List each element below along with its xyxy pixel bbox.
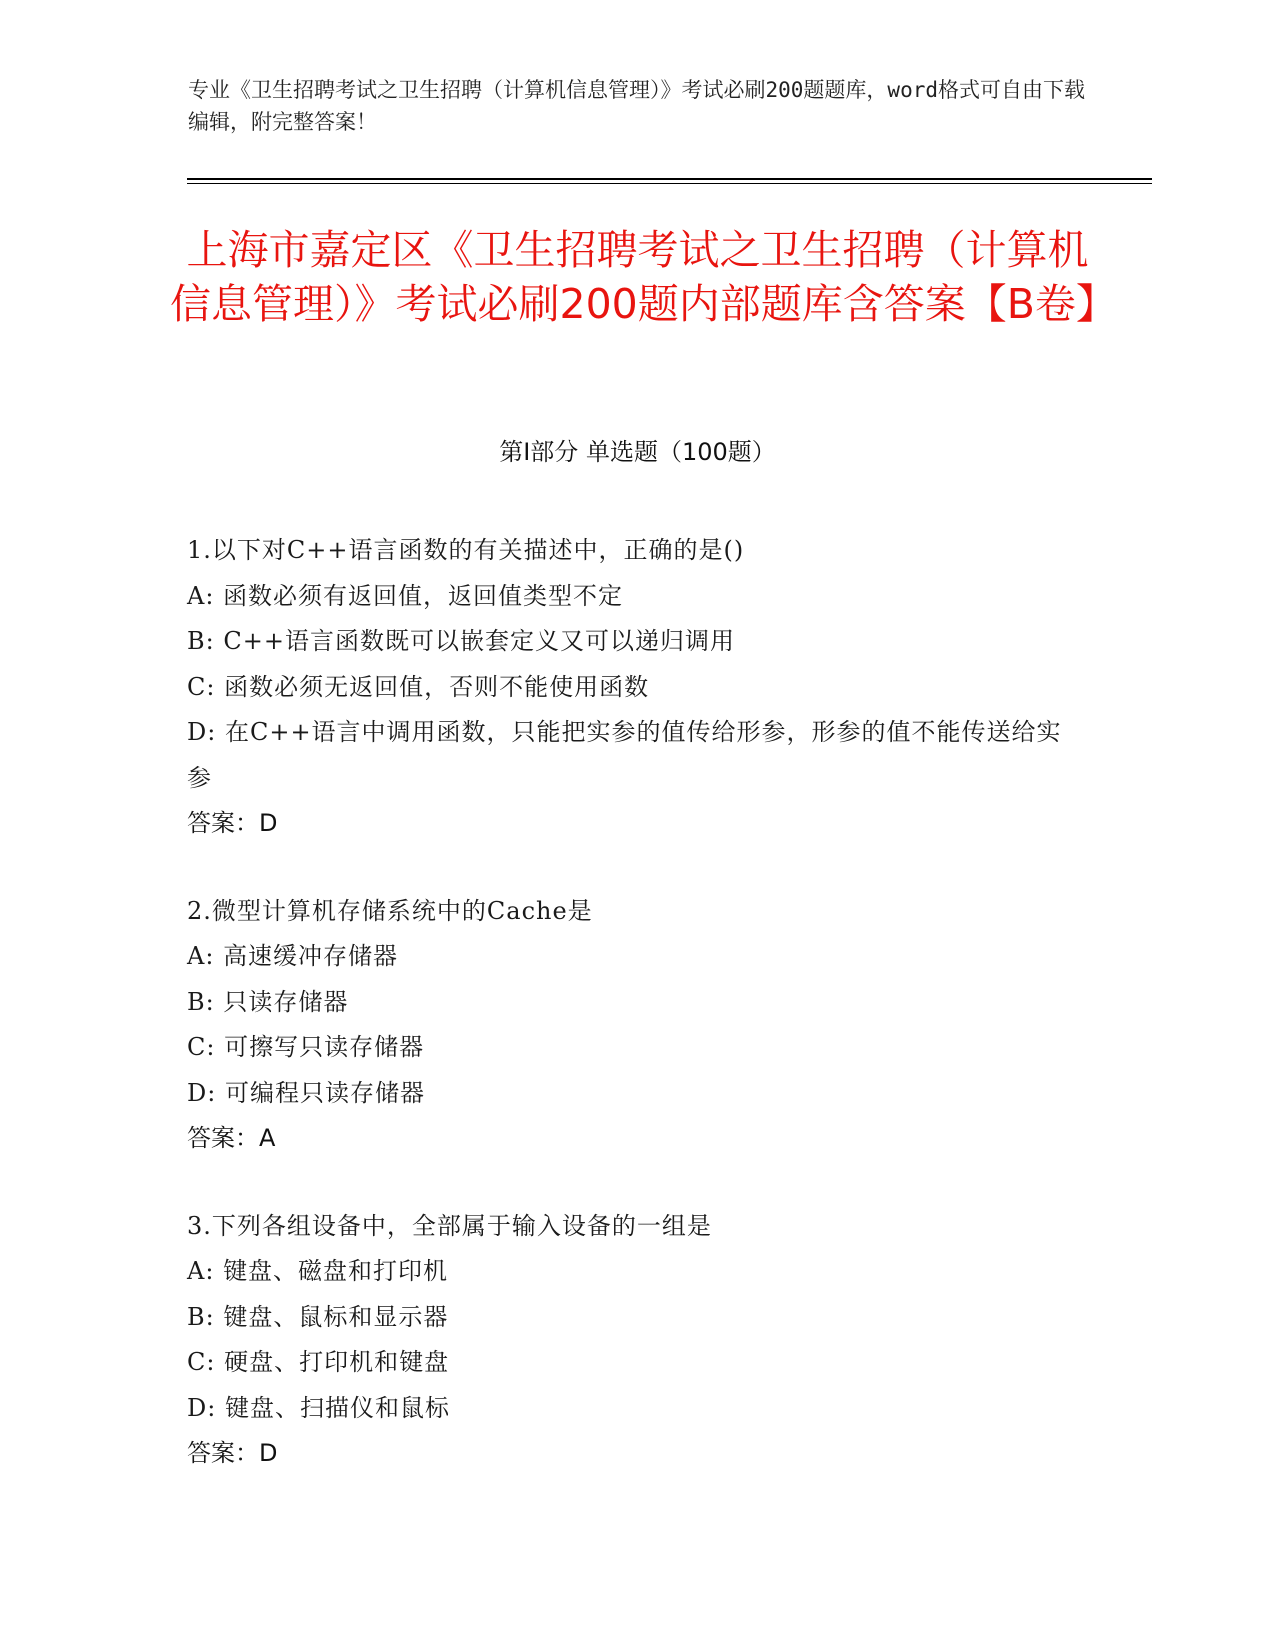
option-text: 可擦写只读存储器 — [224, 1033, 425, 1061]
answer-line: 答案：D — [187, 1439, 278, 1467]
option-text: 键盘、磁盘和打印机 — [223, 1257, 449, 1285]
option-key: B: — [187, 627, 215, 655]
option-key: A: — [187, 581, 215, 610]
option-a — [187, 1249, 1067, 1295]
question-block — [187, 528, 1067, 847]
option-key: D: — [187, 1078, 217, 1107]
question-stem: 1.以下对C++语言函数的有关描述中，正确的是() — [187, 536, 745, 564]
option-key: C: — [187, 1348, 216, 1376]
option-c — [187, 1340, 1067, 1386]
question-stem: 2.微型计算机存储系统中的Cache是 — [187, 896, 593, 925]
option-text: C++语言函数既可以嵌套定义又可以递归调用 — [223, 627, 735, 655]
question-block — [187, 1204, 1067, 1477]
answer-line: 答案：A — [187, 1124, 276, 1152]
header-note: 专业《卫生招聘考试之卫生招聘（计算机信息管理）》考试必刷200题题库，word格式可自由下载编辑，附完整答案！ — [188, 78, 1085, 134]
option-b — [187, 619, 1067, 665]
option-d — [187, 1386, 1067, 1432]
option-text: 只读存储器 — [223, 987, 349, 1016]
option-b — [187, 1295, 1067, 1341]
document-title: 上海市嘉定区《卫生招聘考试之卫生招聘（计算机信息管理）》考试必刷200题内部题库含答案【B卷】 — [170, 226, 1117, 328]
question-stem: 3.下列各组设备中，全部属于输入设备的一组是 — [187, 1211, 712, 1240]
answer-line: 答案：D — [187, 809, 278, 837]
option-key: B: — [187, 1302, 215, 1331]
option-a — [187, 934, 1067, 980]
section-title: 第Ⅰ部分 单选题（100题） — [499, 438, 776, 466]
question-block — [187, 889, 1067, 1162]
option-key: A: — [187, 1257, 215, 1285]
option-text: 键盘、扫描仪和鼠标 — [224, 1393, 450, 1422]
option-key: C: — [187, 672, 216, 701]
question-list — [187, 528, 1067, 1519]
option-c — [187, 1025, 1067, 1071]
option-a — [187, 574, 1067, 620]
option-b — [187, 980, 1067, 1026]
option-key: D: — [187, 1393, 217, 1422]
header-divider-thick — [187, 178, 1152, 180]
option-key: A: — [187, 942, 215, 970]
header-divider-thin — [187, 183, 1152, 184]
option-d — [187, 1071, 1067, 1117]
option-text: 键盘、鼠标和显示器 — [223, 1302, 449, 1331]
option-key: B: — [187, 987, 215, 1016]
option-text: 函数必须无返回值，否则不能使用函数 — [224, 672, 650, 701]
option-text: 可编程只读存储器 — [224, 1078, 425, 1107]
option-text: 高速缓冲存储器 — [223, 942, 399, 970]
option-c — [187, 665, 1067, 711]
option-key: C: — [187, 1033, 216, 1061]
option-key: D: — [187, 718, 217, 746]
option-text: 函数必须有返回值，返回值类型不定 — [223, 581, 624, 610]
option-text: 硬盘、打印机和键盘 — [224, 1348, 450, 1376]
option-text: 在C++语言中调用函数，只能把实参的值传给形参，形参的值不能传送给实参 — [187, 718, 1062, 792]
option-d — [187, 710, 1067, 801]
